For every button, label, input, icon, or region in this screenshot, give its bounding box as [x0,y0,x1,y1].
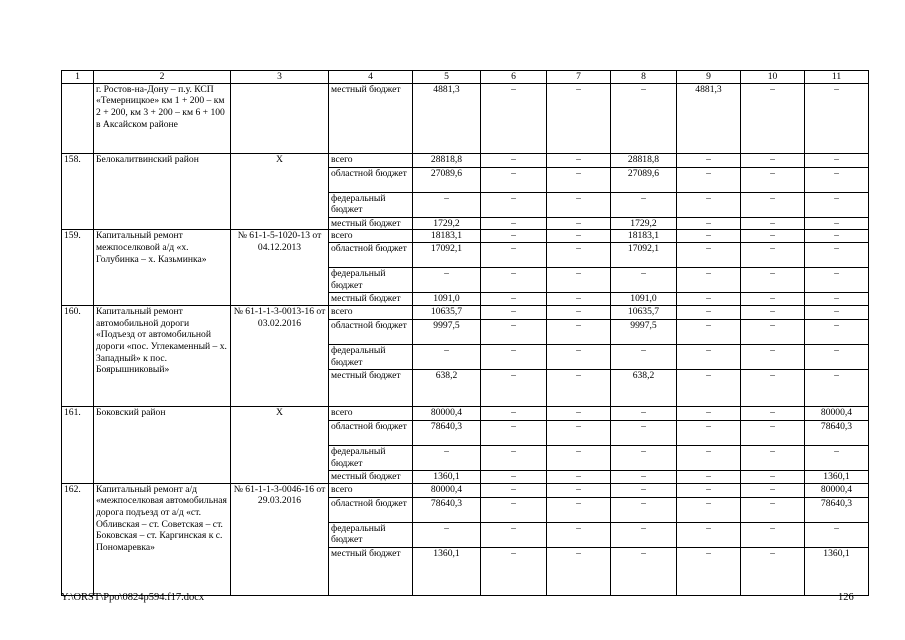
budget-source-cell: местный бюджет [329,369,413,406]
header-cell: 7 [547,71,611,84]
value-cell: – [481,319,547,344]
object-name-cell: Капитальный ремонт а/д «межпоселковая автомобильная дорога подъезд от а/д «ст. Обливская – ст. Советская – ст. Боковская – ст. Каргинская к с. Пономаревка» [94,483,231,595]
document-cell: № 61-1-1-3-0013-16 от 03.02.2016 [231,305,329,406]
budget-source-cell: областной бюджет [329,167,413,192]
value-cell: – [741,547,805,595]
value-cell: 1729,2 [611,217,677,230]
value-cell: – [741,445,805,470]
value-cell: – [677,522,741,547]
value-cell: – [741,344,805,369]
value-cell: 638,2 [413,369,481,406]
value-cell: – [547,445,611,470]
header-cell: 10 [741,71,805,84]
value-cell: – [611,470,677,483]
value-cell: 78640,3 [805,497,869,522]
value-cell: 27089,6 [413,167,481,192]
value-cell: – [413,268,481,293]
object-name-cell: Боковский район [94,406,231,483]
row-number-cell: 158. [62,153,94,230]
value-cell: – [481,268,547,293]
value-cell: – [611,547,677,595]
budget-source-cell: федеральный бюджет [329,192,413,217]
value-cell: – [741,522,805,547]
value-cell: – [741,192,805,217]
budget-source-cell: всего [329,406,413,420]
value-cell: – [481,470,547,483]
value-cell: – [677,268,741,293]
budget-source-cell: местный бюджет [329,83,413,153]
value-cell: – [481,83,547,153]
value-cell: 1360,1 [413,547,481,595]
value-cell: – [677,305,741,319]
budget-source-cell: местный бюджет [329,217,413,230]
document-cell: № 61-1-5-1020-13 от 04.12.2013 [231,230,329,305]
value-cell: – [677,319,741,344]
value-cell: 1091,0 [413,293,481,306]
value-cell: – [547,319,611,344]
budget-source-cell: федеральный бюджет [329,344,413,369]
value-cell: – [481,243,547,268]
value-cell: – [677,243,741,268]
object-name-cell: Белокалитвинский район [94,153,231,230]
value-cell: 78640,3 [413,497,481,522]
value-cell: 28818,8 [413,153,481,167]
header-cell: 8 [611,71,677,84]
page-number: 126 [838,592,854,603]
budget-source-cell: федеральный бюджет [329,445,413,470]
value-cell: 27089,6 [611,167,677,192]
value-cell: – [677,483,741,497]
value-cell: – [805,230,869,243]
value-cell: – [611,192,677,217]
value-cell: – [481,153,547,167]
value-cell: – [481,217,547,230]
value-cell: – [805,445,869,470]
value-cell: – [481,483,547,497]
value-cell: – [741,268,805,293]
value-cell: 1729,2 [413,217,481,230]
value-cell: – [481,406,547,420]
value-cell: 10635,7 [611,305,677,319]
header-cell: 9 [677,71,741,84]
row-number-cell: 160. [62,305,94,406]
value-cell: – [677,497,741,522]
value-cell: – [741,167,805,192]
header-row [62,71,869,84]
value-cell: – [805,217,869,230]
header-cell: 6 [481,71,547,84]
budget-source-cell: областной бюджет [329,319,413,344]
footer-file-path: Y:\ORST\Ppo\0824p594.f17.docx [61,592,205,603]
value-cell: – [805,522,869,547]
value-cell: 9997,5 [611,319,677,344]
value-cell: – [741,319,805,344]
value-cell: 638,2 [611,369,677,406]
value-cell: – [611,445,677,470]
value-cell: 17092,1 [413,243,481,268]
value-cell: – [741,230,805,243]
value-cell: – [547,167,611,192]
value-cell: – [413,522,481,547]
value-cell: – [481,344,547,369]
header-cell: 3 [231,71,329,84]
value-cell: – [677,192,741,217]
value-cell: – [547,217,611,230]
value-cell: – [481,230,547,243]
value-cell: – [805,369,869,406]
document-cell: № 61-1-1-3-0046-16 от 29.03.2016 [231,483,329,595]
value-cell: – [547,497,611,522]
value-cell: – [481,497,547,522]
value-cell: – [611,420,677,445]
value-cell: – [413,192,481,217]
value-cell: – [481,420,547,445]
value-cell: – [611,483,677,497]
value-cell: – [547,547,611,595]
value-cell: – [741,153,805,167]
value-cell: – [481,547,547,595]
budget-source-cell: федеральный бюджет [329,268,413,293]
value-cell: – [547,192,611,217]
budget-source-cell: местный бюджет [329,470,413,483]
value-cell: – [741,406,805,420]
table-row [62,230,869,243]
value-cell: – [677,217,741,230]
value-cell: – [741,420,805,445]
value-cell: 78640,3 [413,420,481,445]
table-row [62,83,869,153]
value-cell: – [677,547,741,595]
value-cell: – [741,497,805,522]
value-cell: 80000,4 [413,406,481,420]
row-number-cell: 161. [62,406,94,483]
value-cell: – [547,522,611,547]
value-cell: – [741,483,805,497]
budget-source-cell: областной бюджет [329,497,413,522]
table-row [62,483,869,497]
value-cell: 9997,5 [413,319,481,344]
value-cell: – [481,522,547,547]
value-cell: 18183,1 [413,230,481,243]
value-cell: 80000,4 [805,406,869,420]
value-cell: – [805,83,869,153]
value-cell: – [547,305,611,319]
value-cell: 4881,3 [413,83,481,153]
value-cell: – [611,268,677,293]
value-cell: – [481,293,547,306]
header-cell: 1 [62,71,94,84]
table-row [62,305,869,319]
value-cell: – [547,369,611,406]
value-cell: – [547,470,611,483]
value-cell: – [741,293,805,306]
budget-table [61,70,869,596]
value-cell: – [547,230,611,243]
value-cell: – [481,167,547,192]
value-cell: – [611,497,677,522]
value-cell: – [677,369,741,406]
value-cell: – [741,369,805,406]
budget-source-cell: всего [329,483,413,497]
value-cell: – [677,344,741,369]
value-cell: – [611,522,677,547]
value-cell: 17092,1 [611,243,677,268]
value-cell: 18183,1 [611,230,677,243]
value-cell: – [547,268,611,293]
value-cell: – [677,230,741,243]
budget-source-cell: всего [329,305,413,319]
value-cell: – [741,217,805,230]
budget-source-cell: всего [329,230,413,243]
budget-source-cell: областной бюджет [329,420,413,445]
value-cell: – [805,344,869,369]
value-cell: 78640,3 [805,420,869,445]
header-cell: 11 [805,71,869,84]
value-cell: 80000,4 [805,483,869,497]
table-row [62,406,869,420]
value-cell: – [741,243,805,268]
value-cell: – [611,344,677,369]
value-cell: – [481,369,547,406]
value-cell: – [741,83,805,153]
value-cell: – [547,483,611,497]
budget-source-cell: всего [329,153,413,167]
value-cell: – [611,83,677,153]
value-cell: – [547,406,611,420]
value-cell: – [741,305,805,319]
value-cell: – [481,445,547,470]
budget-source-cell: областной бюджет [329,243,413,268]
value-cell: – [677,167,741,192]
table-row [62,153,869,167]
value-cell: – [547,153,611,167]
value-cell: – [805,167,869,192]
value-cell: – [741,470,805,483]
row-number-cell: 162. [62,483,94,595]
value-cell: 1360,1 [413,470,481,483]
value-cell: – [413,445,481,470]
value-cell: – [805,319,869,344]
budget-source-cell: местный бюджет [329,293,413,306]
value-cell: – [547,293,611,306]
value-cell: – [547,83,611,153]
value-cell: – [805,153,869,167]
value-cell: 1360,1 [805,547,869,595]
value-cell: – [481,192,547,217]
document-cell [231,83,329,153]
header-cell: 5 [413,71,481,84]
value-cell: 28818,8 [611,153,677,167]
document-cell: Х [231,406,329,483]
row-number-cell: 159. [62,230,94,305]
budget-source-cell: федеральный бюджет [329,522,413,547]
value-cell: 10635,7 [413,305,481,319]
value-cell: 4881,3 [677,83,741,153]
object-name-cell: Капитальный ремонт автомобильной дороги «Подъезд от автомобильной дороги «пос. Углекаменный – х. Западный» к пос. Боярышниковый» [94,305,231,406]
value-cell: – [677,420,741,445]
value-cell: 1091,0 [611,293,677,306]
header-cell: 2 [94,71,231,84]
value-cell: – [677,470,741,483]
value-cell: – [677,153,741,167]
budget-source-cell: местный бюджет [329,547,413,595]
value-cell: – [547,420,611,445]
value-cell: – [677,406,741,420]
header-cell: 4 [329,71,413,84]
document-cell: Х [231,153,329,230]
value-cell: – [547,344,611,369]
value-cell: – [677,293,741,306]
row-number-cell [62,83,94,153]
value-cell: – [805,293,869,306]
value-cell: – [805,243,869,268]
value-cell: – [805,305,869,319]
value-cell: – [805,268,869,293]
value-cell: 80000,4 [413,483,481,497]
value-cell: – [547,243,611,268]
value-cell: 1360,1 [805,470,869,483]
object-name-cell: Капитальный ремонт межпоселковой а/д «х. Голубинка – х. Казьминка» [94,230,231,305]
value-cell: – [413,344,481,369]
value-cell: – [611,406,677,420]
value-cell: – [805,192,869,217]
object-name-cell: г. Ростов-на-Дону – п.у. КСП «Темерницкое» км 1 + 200 – км 2 + 200, км 3 + 200 – км 6 + 100 в Аксайском районе [94,83,231,153]
value-cell: – [481,305,547,319]
value-cell: – [677,445,741,470]
